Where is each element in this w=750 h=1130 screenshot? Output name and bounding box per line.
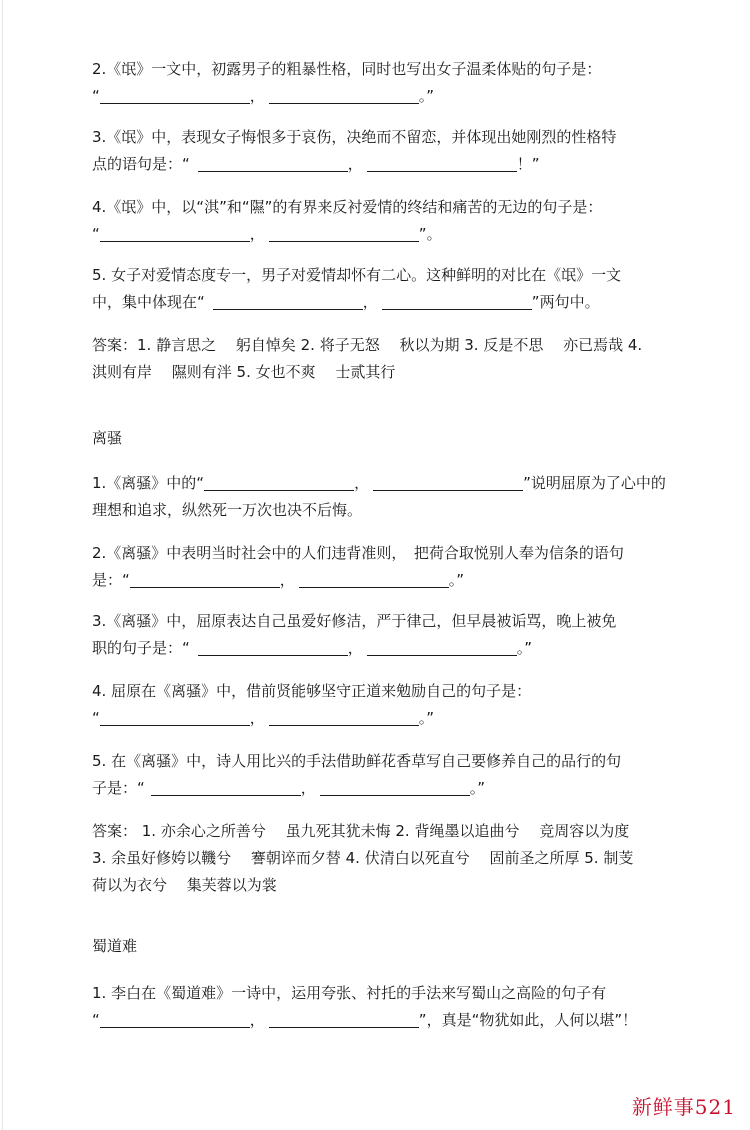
blank <box>367 153 517 172</box>
blank <box>382 291 532 310</box>
blank <box>100 707 250 726</box>
blank <box>130 569 280 588</box>
answer-line: 职的句子是：“ ， 。” <box>92 639 533 657</box>
answer-text: 答案：1. 静言思之 躬自悼矣 2. 将子无怒 秋以为期 3. 反是不思 亦已焉哉 4. <box>92 336 643 354</box>
blank <box>100 85 250 104</box>
lisao-question-5 <box>92 748 712 802</box>
min-question-4 <box>92 194 712 248</box>
question-text: 1. 李白在《蜀道难》一诗中，运用夸张、衬托的手法来写蜀山之高险的句子有 <box>92 984 607 1002</box>
lisao-answers <box>92 818 712 899</box>
blank <box>269 707 419 726</box>
blank <box>269 1009 419 1028</box>
min-question-2 <box>92 56 712 110</box>
blank <box>100 1009 250 1028</box>
question-text: 5. 女子对爱情态度专一，男子对爱情却怀有二心。这种鲜明的对比在《氓》一文 <box>92 266 622 284</box>
min-answers <box>92 332 712 386</box>
blank <box>367 637 517 656</box>
blank <box>198 637 348 656</box>
min-question-3 <box>92 124 712 178</box>
answer-line: 是：“ ， 。” <box>92 571 465 589</box>
answer-text: 答案： 1. 亦余心之所善兮 虽九死其犹未悔 2. 背绳墨以追曲兮 竞周容以为度 <box>92 822 630 840</box>
answer-text: 淇则有岸 隰则有泮 5. 女也不爽 士贰其行 <box>92 363 396 381</box>
blank <box>269 85 419 104</box>
lisao-question-4 <box>92 678 712 732</box>
answer-line: 中，集中体现在“ ， ”两句中。 <box>92 293 600 311</box>
blank <box>100 223 250 242</box>
blank <box>373 472 523 491</box>
shudao-question-1 <box>92 980 712 1034</box>
section-title-lisao: 离骚 <box>92 429 123 447</box>
question-text: 4.《氓》中，以“淇”和“隰”的有界来反衬爱情的终结和痛苦的无边的句子是： <box>92 198 603 216</box>
blank <box>213 291 363 310</box>
answer-text: 荷以为衣兮 集芙蓉以为裳 <box>92 876 277 894</box>
blank <box>151 777 301 796</box>
watermark: 新鲜事521 <box>631 1095 736 1119</box>
question-text: 3.《氓》中，表现女子悔恨多于哀伤，决绝而不留恋，并体现出她刚烈的性格特 <box>92 128 617 146</box>
lisao-question-2 <box>92 540 712 594</box>
question-text: 理想和追求，纵然死一万次也决不后悔。 <box>92 501 363 519</box>
question-text: 2.《离骚》中表明当时社会中的人们违背准则， 把荷合取悦别人奉为信条的语句 <box>92 544 624 562</box>
answer-line: “ ， ”。 <box>92 225 442 243</box>
blank <box>204 472 354 491</box>
question-text: 2.《氓》一文中，初露男子的粗暴性格，同时也写出女子温柔体贴的句子是： <box>92 60 602 78</box>
blank <box>299 569 449 588</box>
lisao-question-3 <box>92 608 712 662</box>
question-text: 5. 在《离骚》中，诗人用比兴的手法借助鲜花香草写自己要修养自己的品行的句 <box>92 752 622 770</box>
answer-line: 1.《离骚》中的“ ， ”说明屈原为了心中的 <box>92 474 666 492</box>
question-text: 3.《离骚》中，屈原表达自己虽爱好修洁，严于律己，但早晨被诟骂，晚上被免 <box>92 612 617 630</box>
question-text: 4. 屈原在《离骚》中，借前贤能够坚守正道来勉励自己的句子是： <box>92 682 532 700</box>
blank <box>269 223 419 242</box>
section-title-shudaonan: 蜀道难 <box>92 937 138 955</box>
lisao-question-1 <box>92 470 712 524</box>
answer-line: 点的语句是：“ ， ！” <box>92 155 540 173</box>
answer-text: 3. 余虽好修姱以鞿兮 謇朝谇而夕替 4. 伏清白以死直兮 固前圣之所厚 5. 制芰 <box>92 849 634 867</box>
min-question-5 <box>92 262 712 316</box>
answer-line: “ ， ”，真是“物犹如此，人何以堪”！ <box>92 1011 638 1029</box>
blank <box>320 777 470 796</box>
answer-line: “ ， 。” <box>92 87 435 105</box>
blank <box>198 153 348 172</box>
answer-line: “ ， 。” <box>92 709 435 727</box>
answer-line: 子是：“ ， 。” <box>92 779 486 797</box>
